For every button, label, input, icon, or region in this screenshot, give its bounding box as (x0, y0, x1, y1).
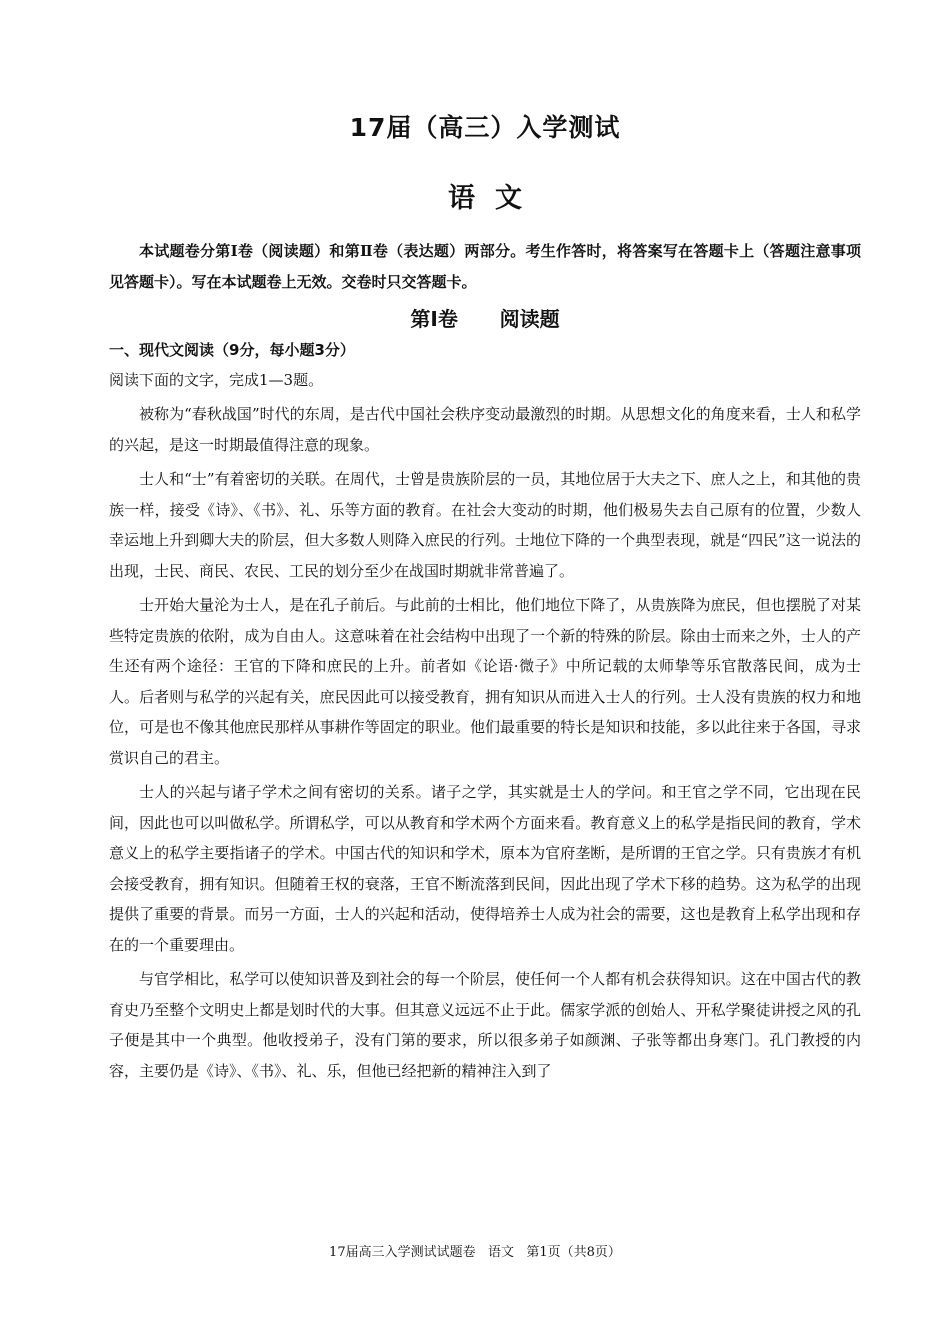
exam-title: 17届（高三）入学测试 (349, 113, 621, 142)
passage-paragraph-4: 士人的兴起与诸子学术之间有密切的关系。诸子之学，其实就是士人的学问。和王官之学不同，它出现在民间，因此也可以叫做私学。所谓私学，可以从教育和学术两个方面来看。教育意义上的私学是指民间的教育，学术意义上的私学主要指诸子的学术。中国古代的知识和学术，原本为官府垄断，是所谓的王官之学。只有贵族才有机会接受教育，拥有知识。但随着王权的衰落，王官不断流落到民间，因此出现了学术下移的趋势。这为私学的出现提供了重要的背景。而另一方面，士人的兴起和活动，使得培养士人成为社会的需要，这也是教育上私学出现和存在的一个重要理由。 (109, 783, 861, 954)
page-footer: 17届高三入学测试试题卷 语文 第1页（共8页） (329, 1245, 621, 1260)
subject-title: 语文 (448, 183, 542, 214)
passage-paragraph-1: 被称为“春秋战国”时代的东周，是古代中国社会秩序变动最激烈的时期。从思想文化的角度来看，士人和私学的兴起，是这一时期最值得注意的现象。 (109, 405, 861, 454)
passage-paragraph-3: 士开始大量沦为士人，是在孔子前后。与此前的士相比，他们地位下降了，从贵族降为庶民，但也摆脱了对某些特定贵族的依附，成为自由人。这意味着在社会结构中出现了一个新的特殊的阶层。除由士而来之外，士人的产生还有两个途径：王官的下降和庶民的上升。前者如《论语·微子》中所记载的太师挚等乐官散落民间，成为士人。后者则与私学的兴起有关，庶民因此可以接受教育，拥有知识从而进入士人的行列。士人没有贵族的权力和地位，可是也不像其他庶民那样从事耕作等固定的职业。他们最重要的特长是知识和技能，多以此往来于各国，寻求赏识自己的君主。 (109, 596, 861, 767)
exam-instructions: 本试题卷分第Ⅰ卷（阅读题）和第Ⅱ卷（表达题）两部分。考生作答时，将答案写在答题卡上（答题注意事项见答题卡）。写在本试题卷上无效。交卷时只交答题卡。 (109, 242, 861, 291)
page-content (109, 112, 861, 1086)
passage-paragraph-2: 士人和“士”有着密切的关联。在周代，士曾是贵族阶层的一员，其地位居于大夫之下、庶人之上，和其他的贵族一样，接受《诗》、《书》、礼、乐等方面的教育。在社会大变动的时期，他们极易失去自己原有的位置，少数人幸运地上升到卿大夫的阶层，但大多数人则降入庶民的行列。士地位下降的一个典型表现，就是“四民”这一说法的出现，士民、商民、农民、工民的划分至少在战国时期就非常普遍了。 (109, 470, 861, 580)
section1-heading: 一、现代文阅读（9分，每小题3分） (109, 341, 355, 359)
part1-title: 第Ⅰ卷 阅读题 (410, 307, 560, 331)
section1-instruction: 阅读下面的文字，完成1—3题。 (109, 371, 324, 389)
passage-paragraph-5: 与官学相比，私学可以使知识普及到社会的每一个阶层，使任何一个人都有机会获得知识。这在中国古代的教育史乃至整个文明史上都是划时代的大事。但其意义远远不止于此。儒家学派的创始人、开私学聚徒讲授之风的孔子便是其中一个典型。他收授弟子，没有门第的要求，所以很多弟子如颜渊、子张等都出身寒门。孔门教授的内容，主要仍是《诗》、《书》、礼、乐，但他已经把新的精神注入到了 (109, 970, 861, 1080)
